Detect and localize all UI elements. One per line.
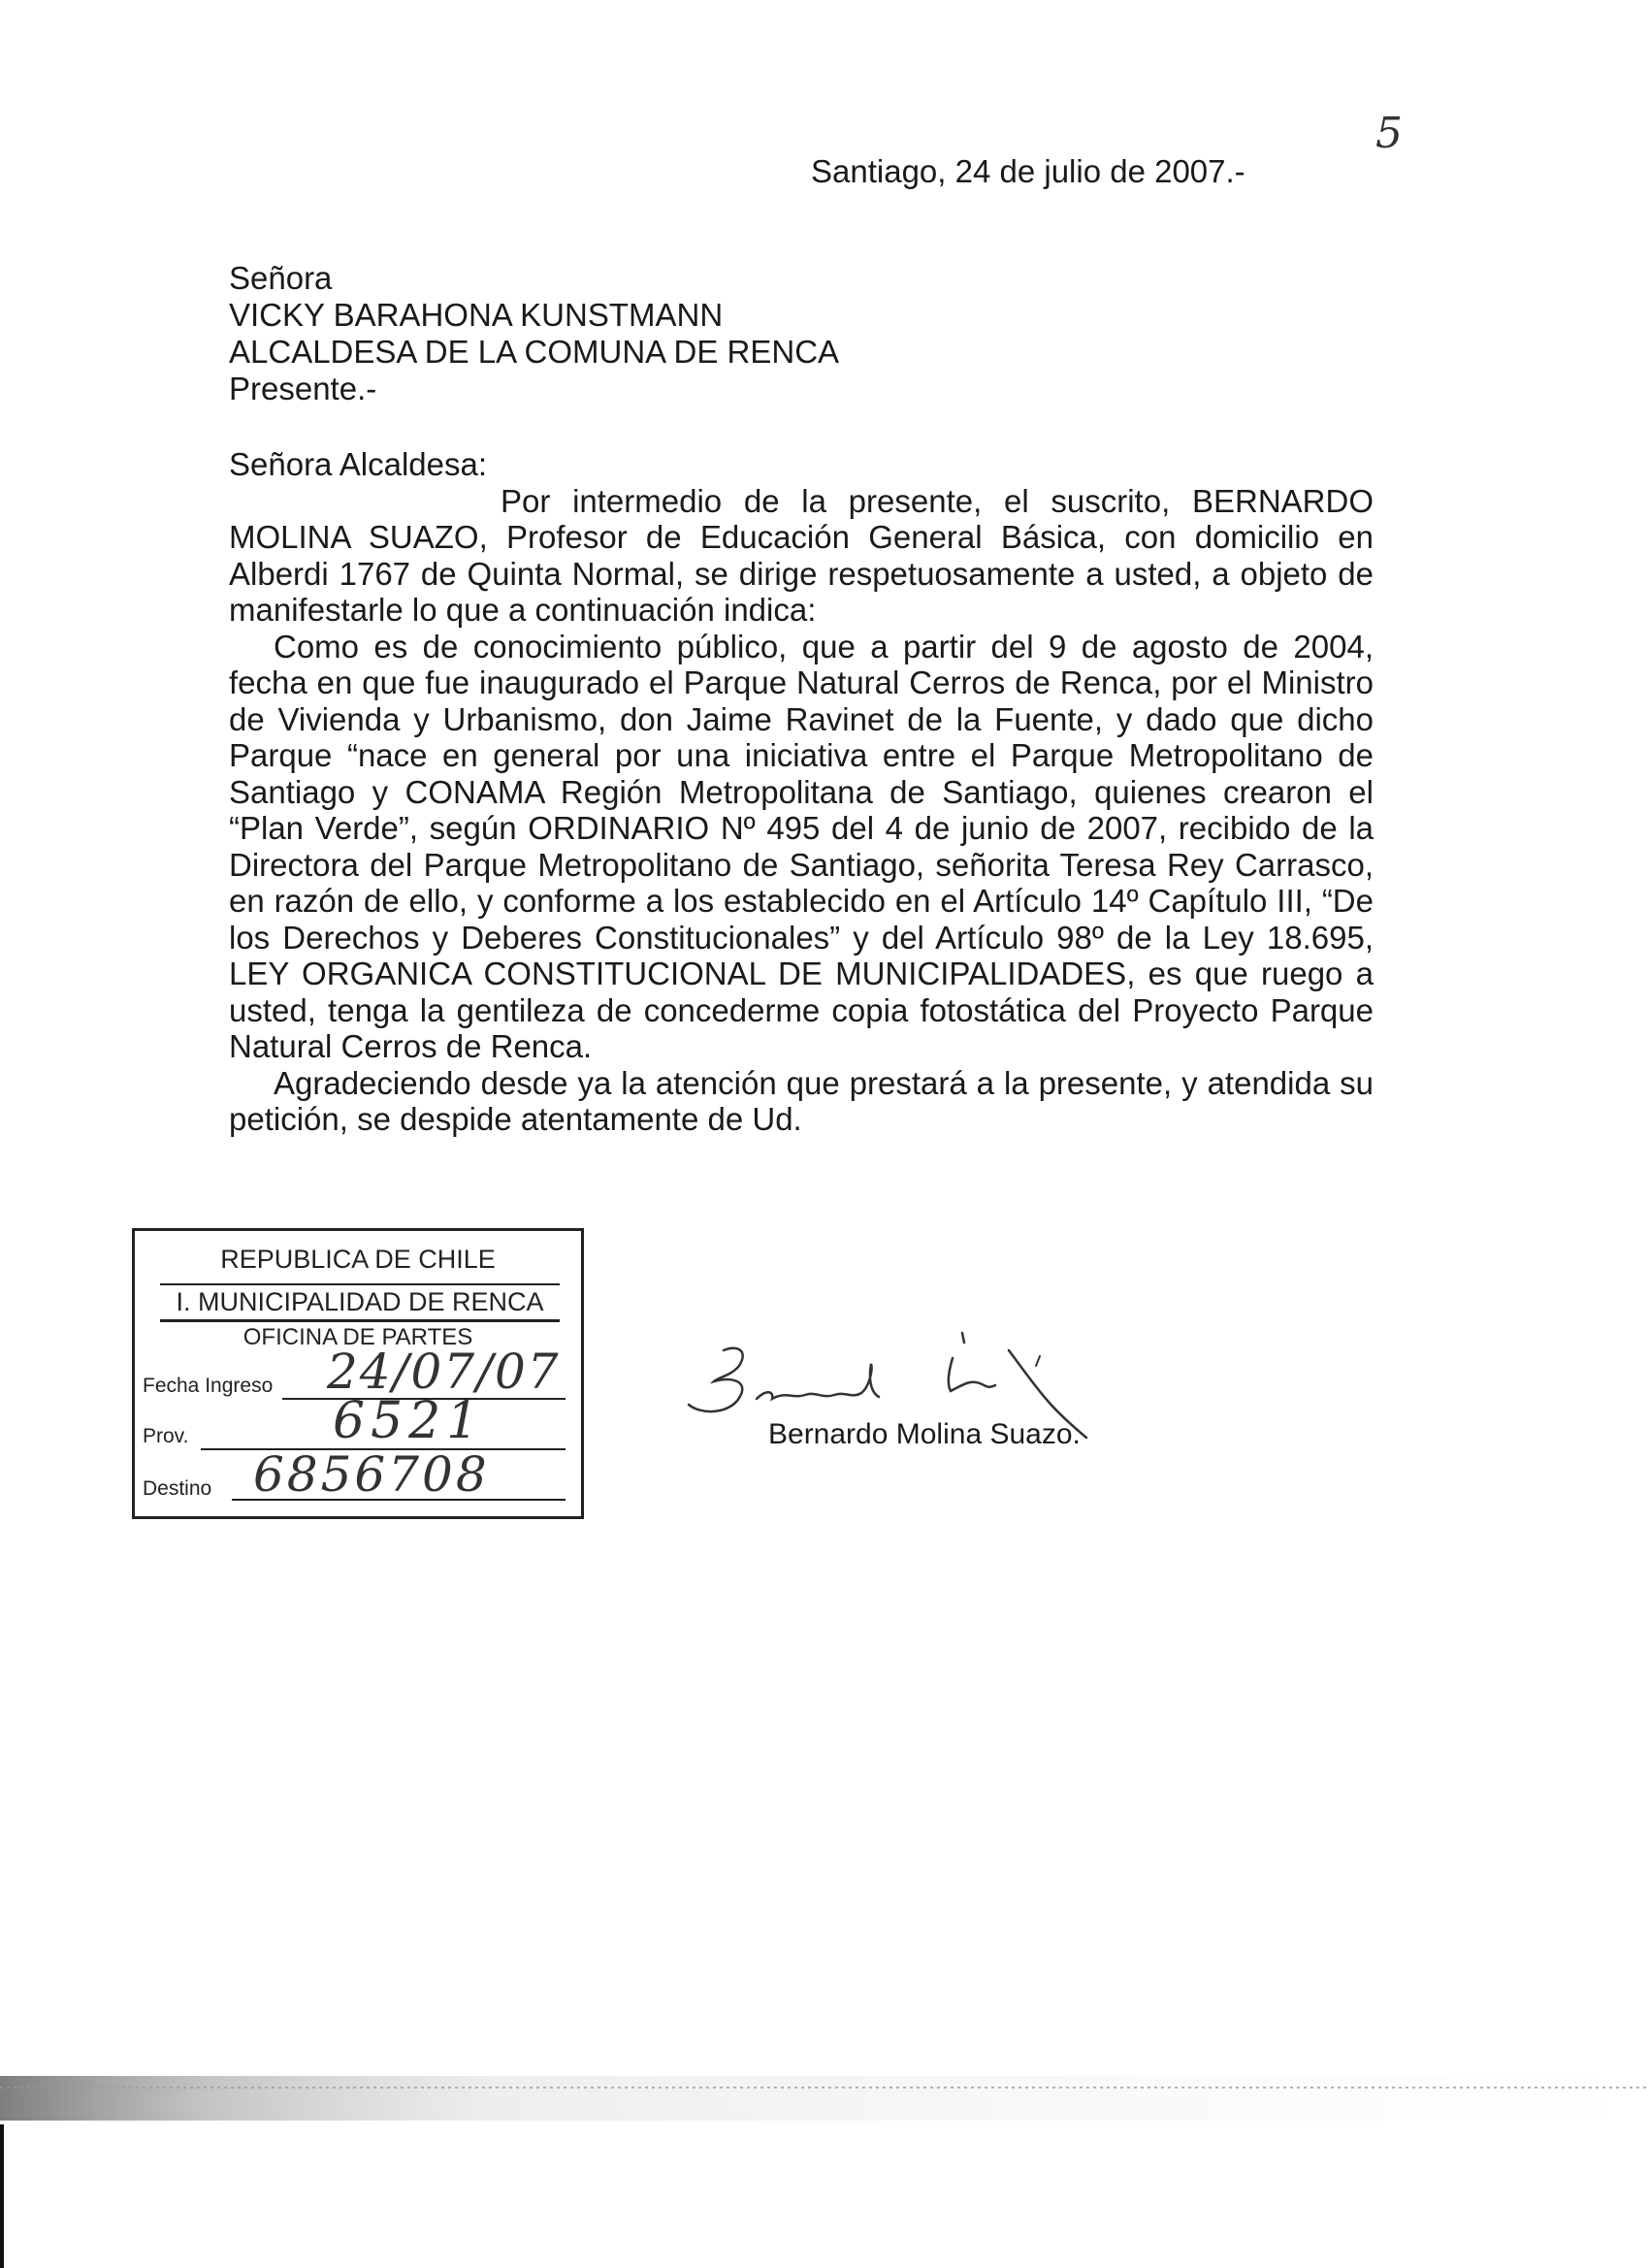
body-paragraph: Por intermedio de la presente, el suscrito, BERNARDO MOLINA SUAZO, Profesor de Educación General Básica, con domicilio en Alberdi 1767 de Quinta Normal, se dirige respetuosamente a usted, a objeto de manifestarle lo que a continuación indica: xyxy=(229,482,1374,628)
addressee-title: Señora xyxy=(229,260,333,296)
page-mark: 5 xyxy=(1375,109,1403,158)
addressee-block xyxy=(229,260,839,407)
addressee-presente: Presente.- xyxy=(229,371,377,406)
stamp-country: REPUBLICA DE CHILE xyxy=(220,1245,496,1274)
stamp-destino-value: 6856708 xyxy=(253,1446,490,1503)
body-paragraph: Como es de conocimiento público, que a partir del 9 de agosto de 2004, fecha en que fue inaugurado el Parque Natural Cerros de Renca, por el Ministro de Vivienda y Urbanismo, don Jaime Ravinet de la Fuente, y dado que dicho Parque “nace en general por una iniciativa entre el Parque Metropolitano de Santiago y CONAMA Región Metropolitana de Santiago, quienes crearon el “Plan Verde”, según ORDINARIO Nº 495 del 4 de junio de 2007, recibido de la Directora del Parque Metropolitano de Santiago, señorita Teresa Rey Carrasco, en razón de ello, y conforme a los establecido en el Artículo 14º Capítulo III, “De los Derechos y Deberes Constitucionales” y del Artículo 98º de la Ley 18.695, LEY ORGANICA CONSTITUCIONAL DE MUNICIPALIDADES, es que ruego a usted, tenga la gentileza de concederme copia fotostática del Proyecto Parque Natural Cerros de Renca. xyxy=(229,628,1374,1064)
salutation: Señora Alcaldesa: xyxy=(229,446,488,482)
stamp-prov-value: 6521 xyxy=(333,1392,485,1450)
signer-name: Bernardo Molina Suazo. xyxy=(768,1418,1081,1450)
letter-body xyxy=(229,446,1374,1138)
body-paragraph: Agradeciendo desde ya la atención que prestará a la presente, y atendida su petición, se despide atentamente de Ud. xyxy=(229,1064,1374,1137)
scan-left-edge xyxy=(0,2124,4,2268)
stamp-fecha-value: 24/07/07 xyxy=(327,1344,561,1400)
stamp-municipality: I. MUNICIPALIDAD DE RENCA xyxy=(160,1283,560,1322)
stamp-fecha-label: Fecha Ingreso xyxy=(143,1375,274,1397)
stamp-destino-label: Destino xyxy=(143,1477,212,1500)
addressee-name: VICKY BARAHONA KUNSTMANN xyxy=(229,297,724,333)
date-line: Santiago, 24 de julio de 2007.- xyxy=(811,153,1245,189)
stamp-prov-label: Prov. xyxy=(143,1425,189,1447)
stamp-office: OFICINA DE PARTES xyxy=(242,1324,473,1350)
scan-edge-band xyxy=(0,2076,1649,2121)
addressee-position: ALCALDESA DE LA COMUNA DE RENCA xyxy=(229,334,840,370)
reception-stamp xyxy=(132,1228,584,1519)
